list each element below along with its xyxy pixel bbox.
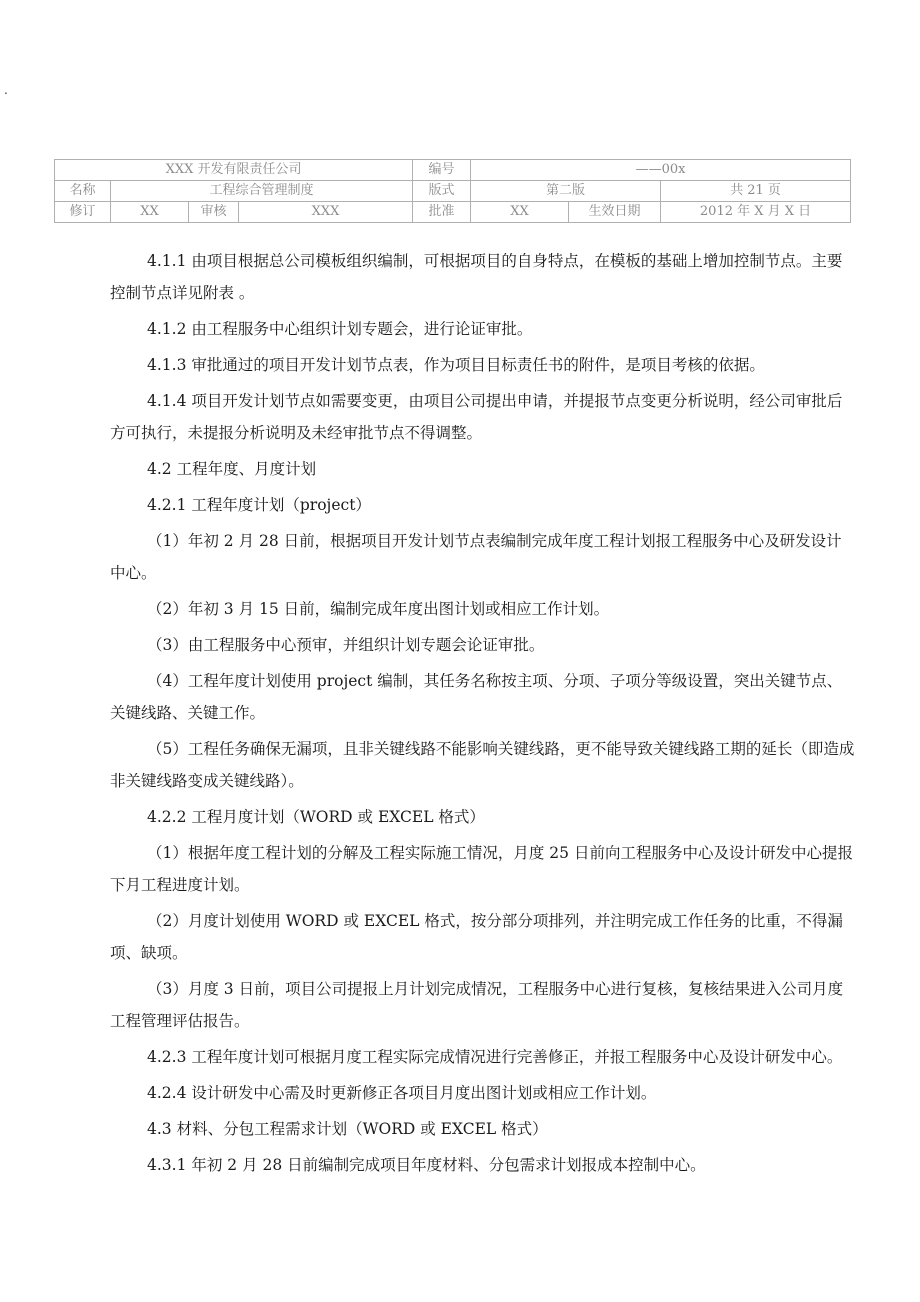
number-label: 编号 xyxy=(413,160,471,181)
paragraph: （1）年初 2 月 28 日前，根据项目开发计划节点表编制完成年度工程计划报工程服务中心及研发设计中心。 xyxy=(110,532,842,582)
header-row-approval xyxy=(55,202,851,223)
section-heading: 4.2 工程年度、月度计划 xyxy=(147,460,317,478)
paragraph: （3）由工程服务中心预审，并组织计划专题会论证审批。 xyxy=(147,636,545,654)
document-body xyxy=(110,245,856,1181)
document-header-table xyxy=(54,159,851,223)
paragraph: （1）根据年度工程计划的分解及工程实际施工情况，月度 25 日前向工程服务中心及设计研发中心提报下月工程进度计划。 xyxy=(110,844,853,894)
paragraph: 4.2.3 工程年度计划可根据月度工程实际完成情况进行完善修正，并报工程服务中心及设计研发中心。 xyxy=(147,1048,843,1066)
edition-value: 第二版 xyxy=(471,181,661,202)
page-mark: . xyxy=(4,83,8,97)
effective-date-label: 生效日期 xyxy=(569,202,661,223)
revise-label: 修订 xyxy=(55,202,111,223)
name-label: 名称 xyxy=(55,181,111,202)
paragraph: 4.1.4 项目开发计划节点如需要变更，由项目公司提出申请，并提报节点变更分析说明，经公司审批后方可执行，未提报分析说明及未经审批节点不得调整。 xyxy=(110,392,843,442)
pages-value: 共 21 页 xyxy=(661,181,851,202)
paragraph: （5）工程任务确保无漏项，且非关键线路不能影响关键线路，更不能导致关键线路工期的延长（即造成非关键线路变成关键线路）。 xyxy=(110,740,855,790)
paragraph: （4）工程年度计划使用 project 编制，其任务名称按主项、分项、子项分等级设置，突出关键节点、关键线路、关键工作。 xyxy=(110,672,843,722)
review-label: 审核 xyxy=(189,202,239,223)
revise-value: XX xyxy=(111,202,189,223)
paragraph: 4.3.1 年初 2 月 28 日前编制完成项目年度材料、分包需求计划报成本控制中心。 xyxy=(147,1156,706,1174)
subsection-heading: 4.2.2 工程月度计划（WORD 或 EXCEL 格式） xyxy=(147,808,485,826)
approve-value: XX xyxy=(471,202,569,223)
edition-label: 版式 xyxy=(413,181,471,202)
paragraph: 4.1.1 由项目根据总公司模板组织编制，可根据项目的自身特点，在模板的基础上增加控制节点。主要控制节点详见附表 。 xyxy=(110,252,843,302)
paragraph: 4.1.3 审批通过的项目开发计划节点表，作为项目目标责任书的附件，是项目考核的依据。 xyxy=(147,356,765,374)
header-row-name xyxy=(55,181,851,202)
paragraph: 4.2.4 设计研发中心需及时更新修正各项目月度出图计划或相应工作计划。 xyxy=(147,1084,657,1102)
approve-label: 批准 xyxy=(413,202,471,223)
company-name: XXX 开发有限责任公司 xyxy=(55,160,413,181)
number-value: ——00x xyxy=(471,160,851,181)
paragraph: （3）月度 3 日前，项目公司提报上月计划完成情况，工程服务中心进行复核，复核结果进入公司月度工程管理评估报告。 xyxy=(110,980,844,1030)
header-row-company xyxy=(55,160,851,181)
subsection-heading: 4.2.1 工程年度计划（project） xyxy=(147,496,371,514)
section-heading: 4.3 材料、分包工程需求计划（WORD 或 EXCEL 格式） xyxy=(147,1120,548,1138)
paragraph: 4.1.2 由工程服务中心组织计划专题会，进行论证审批。 xyxy=(147,320,533,338)
name-value: 工程综合管理制度 xyxy=(111,181,413,202)
review-value: XXX xyxy=(239,202,413,223)
paragraph: （2）年初 3 月 15 日前，编制完成年度出图计划或相应工作计划。 xyxy=(147,600,610,618)
effective-date-value: 2012 年 X 月 X 日 xyxy=(661,202,851,223)
paragraph: （2）月度计划使用 WORD 或 EXCEL 格式，按分部分项排列，并注明完成工作任务的比重，不得漏项、缺项。 xyxy=(110,912,843,962)
